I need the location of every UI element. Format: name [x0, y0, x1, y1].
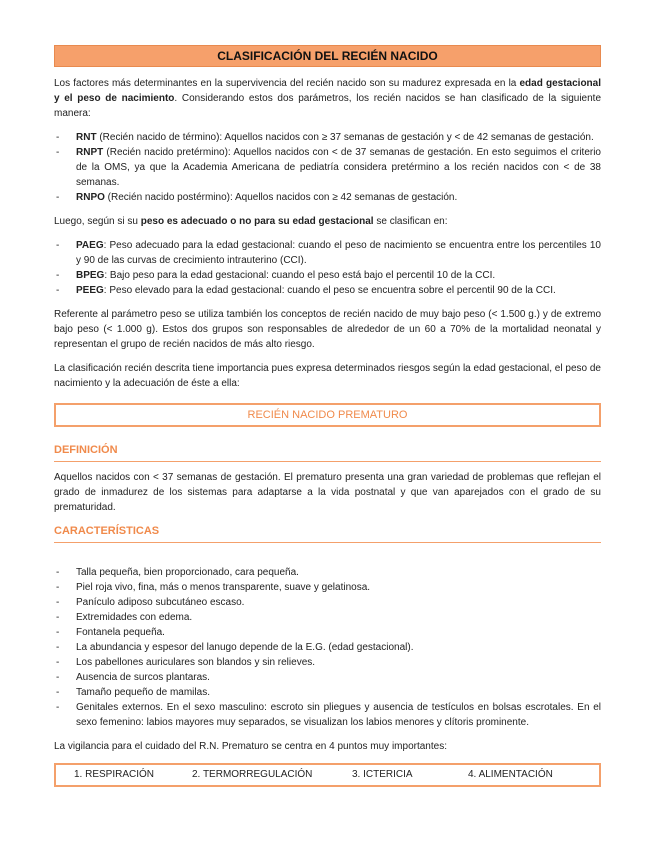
gestational-age-list	[54, 130, 601, 205]
intro-paragraph: Los factores más determinantes en la supervivencia del recién nacido son su madurez expresada en la edad gestacional y el peso de nacimiento. Considerando estos dos parámetros, los recién nacidos se han clasificado de la siguiente manera:	[54, 78, 602, 119]
definition-paragraph: Aquellos nacidos con < 37 semanas de gestación. El prematuro presenta una gran variedad de problemas que reflejan el grado de inmadurez de los sistemas para adaptarse a la vida postnatal y que van aparejados con el grado de su prematuridad.	[54, 472, 601, 513]
characteristics-list	[54, 565, 601, 730]
document-page	[54, 45, 601, 787]
list-item: - Los pabellones auriculares son blandos y sin relieves.	[54, 655, 601, 670]
definition-heading: DEFINICIÓN	[54, 443, 601, 462]
list-item: - Tamaño pequeño de mamilas.	[54, 685, 601, 700]
list-item: - La abundancia y espesor del lanugo depende de la E.G. (edad gestacional).	[54, 640, 601, 655]
care-point: 3. ICTERICIA	[352, 769, 413, 780]
low-weight-paragraph: Referente al parámetro peso se utiliza también los conceptos de recién nacido de muy bajo peso (< 1.500 g.) y de extremo bajo peso (< 1.000 g). Estos dos grupos son responsables de alrededor de un 60 a 70% de la mortalidad neonatal y representan el grupo de recién nacidos de más alto riesgo.	[54, 309, 601, 350]
list-item: - Piel roja vivo, fina, más o menos transparente, suave y gelatinosa.	[54, 580, 601, 595]
list-item: - Panículo adiposo subcutáneo escaso.	[54, 595, 601, 610]
characteristics-heading: CARACTERÍSTICAS	[54, 524, 601, 543]
care-point: 1. RESPIRACIÓN	[74, 769, 155, 780]
list-item: - RNPT (Recién nacido pretérmino): Aquellos nacidos con < de 37 semanas de gestación. En esto seguimos el criterio de la OMS, ya que la Academia Americana de pediatría considera pretérmino a los recién nacidos con < de 38 semanas.	[54, 145, 601, 190]
list-item: - BPEG: Bajo peso para la edad gestacional: cuando el peso está bajo el percentil 10 de la CCI.	[54, 268, 601, 283]
list-item: - Talla pequeña, bien proporcionado, cara pequeña.	[54, 565, 601, 580]
list-item: - RNPO (Recién nacido postérmino): Aquellos nacidos con ≥ 42 semanas de gestación.	[54, 190, 601, 205]
care-point: 2. TERMORREGULACIÓN	[192, 769, 313, 780]
importance-paragraph: La clasificación recién descrita tiene importancia pues expresa determinados riesgos según la edad gestacional, el peso de nacimiento y la adecuación de éste a ella:	[54, 363, 601, 389]
weight-intro-paragraph: Luego, según si su peso es adecuado o no para su edad gestacional se clasifican en:	[54, 216, 448, 227]
page-title: CLASIFICACIÓN DEL RECIÉN NACIDO	[54, 45, 601, 67]
care-points-box	[54, 763, 601, 787]
spacer	[54, 551, 601, 565]
list-item: - Fontanela pequeña.	[54, 625, 601, 640]
list-item: - Genitales externos. En el sexo masculino: escroto sin pliegues y ausencia de testículos en bolsas escrotales. En el sexo femenino: labios mayores muy separados, se visualizan los labios menores y clítoris prominente.	[54, 700, 601, 730]
vigilance-paragraph: La vigilancia para el cuidado del R.N. Prematuro se centra en 4 puntos muy importantes:	[54, 741, 447, 752]
list-item: - Extremidades con edema.	[54, 610, 601, 625]
weight-list	[54, 238, 601, 298]
list-item: - RNT (Recién nacido de término): Aquellos nacidos con ≥ 37 semanas de gestación y < de 42 semanas de gestación.	[54, 130, 601, 145]
care-point: 4. ALIMENTACIÓN	[468, 769, 553, 780]
list-item: - PAEG: Peso adecuado para la edad gestacional: cuando el peso de nacimiento se encuentra entre los percentiles 10 y 90 de las curvas de crecimiento intrauterino (CCI).	[54, 238, 601, 268]
list-item: - PEEG: Peso elevado para la edad gestacional: cuando el peso se encuentra sobre el percentil 90 de la CCI.	[54, 283, 601, 298]
list-item: - Ausencia de surcos plantaras.	[54, 670, 601, 685]
section-title-premature: RECIÉN NACIDO PREMATURO	[54, 403, 601, 427]
